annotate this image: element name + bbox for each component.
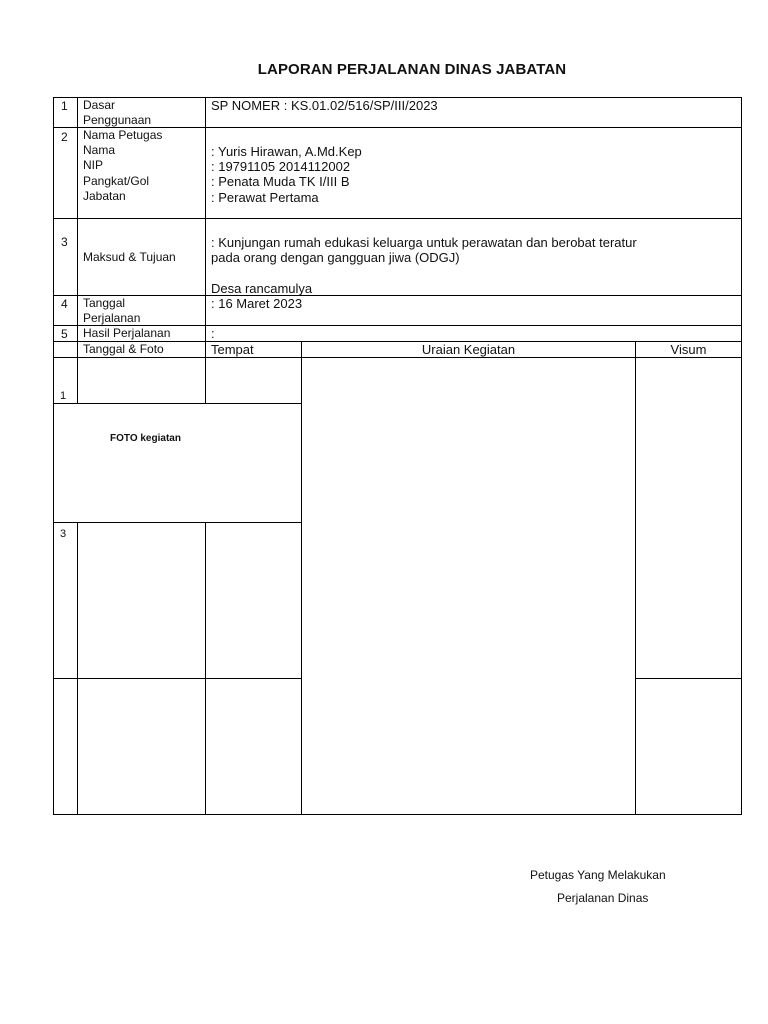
- value-nama: : Yuris Hirawan, A.Md.Kep: [211, 144, 362, 159]
- label-penggunaan: Penggunaan: [83, 113, 152, 127]
- row-number: 1: [61, 99, 68, 113]
- label-pangkat: Pangkat/Gol: [83, 174, 150, 188]
- label-nama-petugas: Nama Petugas: [83, 128, 163, 142]
- header-tanggal-foto: Tanggal & Foto: [83, 342, 164, 356]
- signature-line-1: Petugas Yang Melakukan: [530, 868, 666, 882]
- signature-line-2: Perjalanan Dinas: [557, 891, 649, 905]
- header-visum: Visum: [670, 342, 707, 357]
- label-dasar: Dasar: [83, 98, 116, 112]
- row-divider: [53, 678, 302, 679]
- value-jabatan: : Perawat Pertama: [211, 190, 319, 205]
- photo-placeholder: [53, 403, 302, 523]
- row-divider: [635, 678, 742, 679]
- value-maksud-line-2: pada orang dengan gangguan jiwa (ODGJ): [211, 250, 460, 265]
- row-divider: [53, 295, 742, 296]
- row-divider: [53, 218, 742, 219]
- table-border-bottom: [53, 814, 742, 815]
- column-divider: [635, 341, 636, 815]
- row-divider: [53, 357, 742, 358]
- row-number: 2: [61, 130, 68, 144]
- label-hasil-perjalanan: Hasil Perjalanan: [83, 326, 171, 340]
- label-perjalanan: Perjalanan: [83, 311, 141, 325]
- activity-row-number: 1: [60, 390, 67, 402]
- label-jabatan: Jabatan: [83, 189, 126, 203]
- document-title: LAPORAN PERJALANAN DINAS JABATAN: [257, 61, 567, 78]
- value-tanggal: : 16 Maret 2023: [211, 296, 303, 311]
- value-maksud-line-3: Desa rancamulya: [211, 281, 313, 296]
- value-sp-nomer: SP NOMER : KS.01.02/516/SP/III/2023: [211, 98, 438, 113]
- value-pangkat: : Penata Muda TK I/III B: [211, 174, 350, 189]
- header-tempat: Tempat: [211, 342, 254, 357]
- table-border-right: [741, 97, 742, 815]
- row-number: 5: [61, 327, 68, 341]
- photo-placeholder-label: FOTO kegiatan: [110, 433, 181, 444]
- value-hasil: :: [211, 326, 215, 341]
- label-maksud-tujuan: Maksud & Tujuan: [83, 250, 176, 264]
- label-nama: Nama: [83, 143, 116, 157]
- row-number: 3: [61, 235, 68, 249]
- activity-row-number: 3: [60, 528, 67, 540]
- label-nip: NIP: [83, 158, 104, 172]
- header-uraian-kegiatan: Uraian Kegiatan: [421, 342, 516, 357]
- label-tanggal: Tanggal: [83, 296, 126, 310]
- value-nip: : 19791105 2014112002: [211, 159, 351, 174]
- row-number: 4: [61, 297, 68, 311]
- value-maksud-line-1: : Kunjungan rumah edukasi keluarga untuk perawatan dan berobat teratur: [211, 235, 637, 250]
